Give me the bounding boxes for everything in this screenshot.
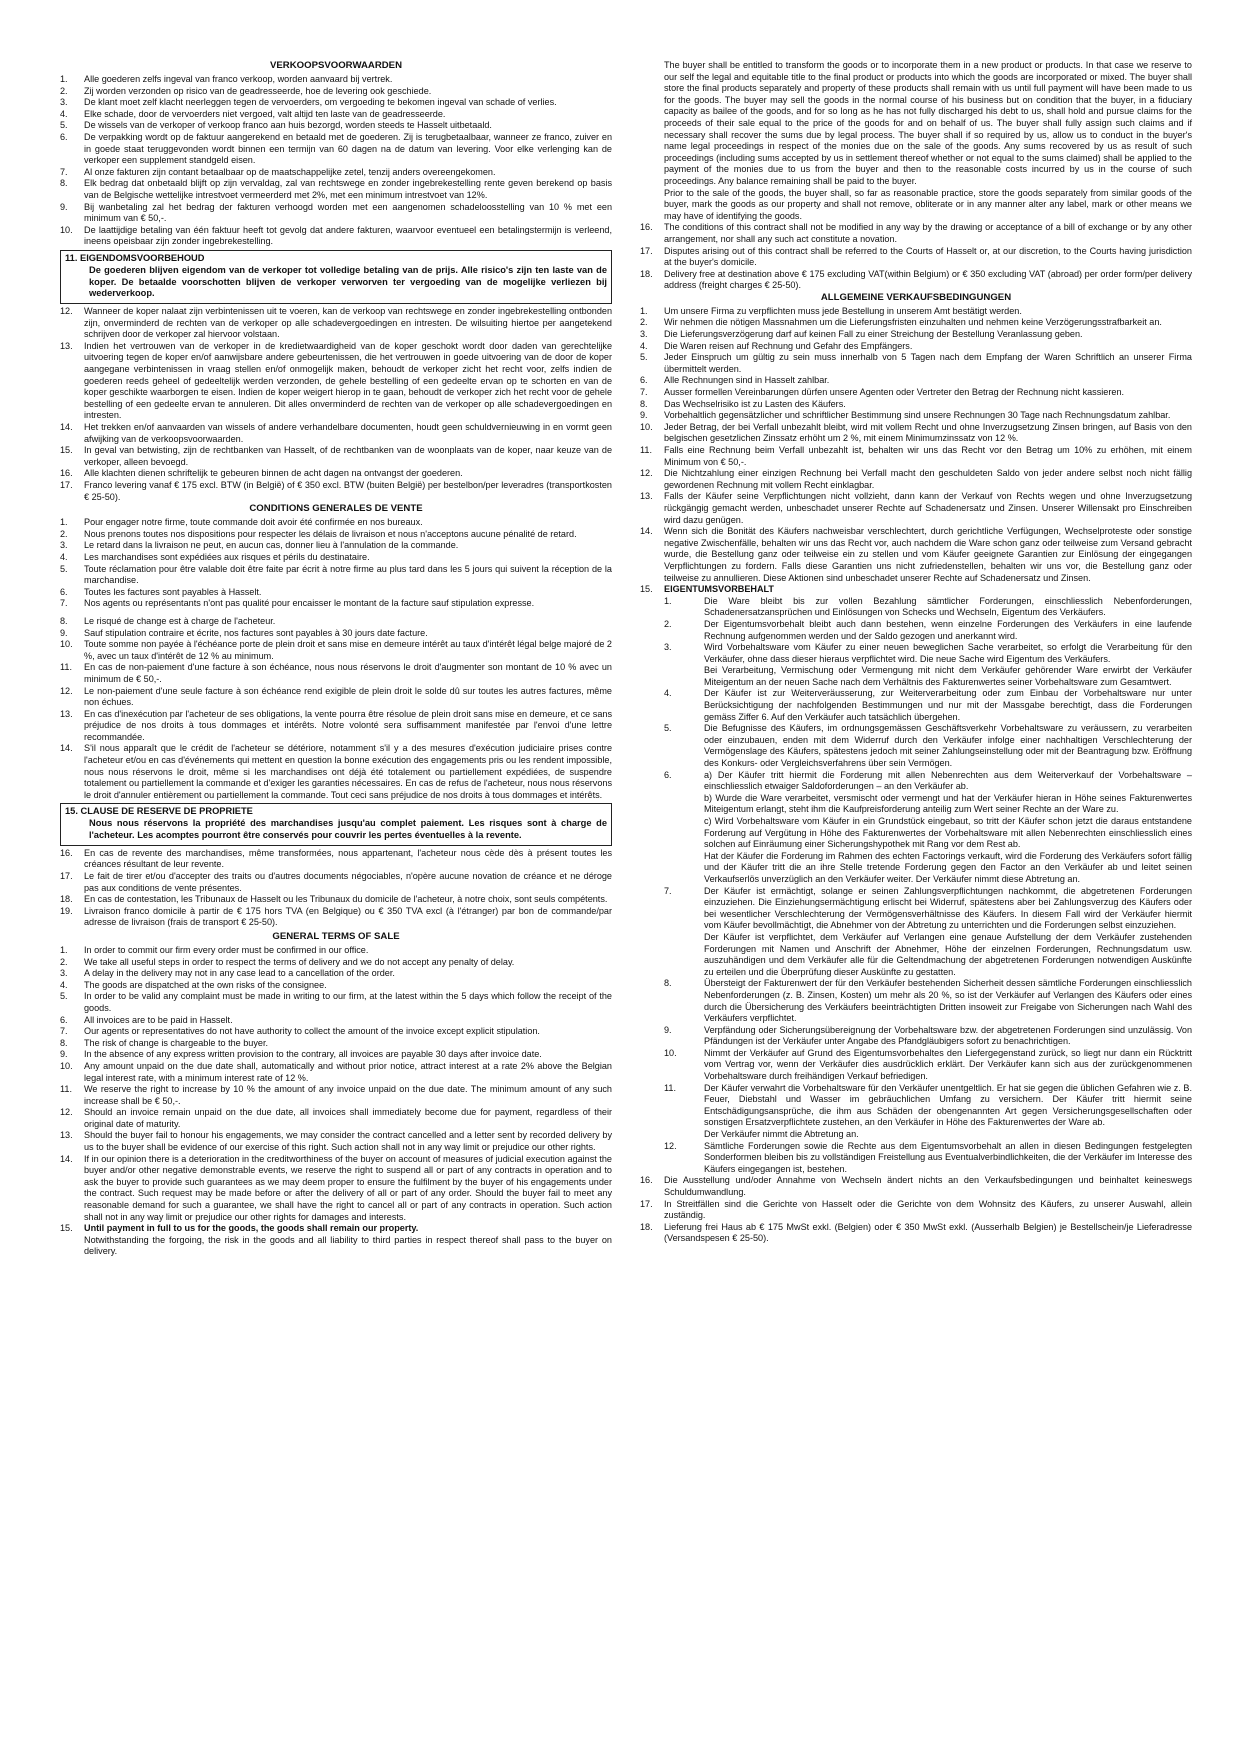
clause-number: 4. [60,551,68,562]
clause-number: 5. [640,352,648,363]
clause-text: A delay in the delivery may not in any case lead to a cancellation of the order. [84,968,395,979]
clause-item [60,945,612,957]
de-item-15-number: 15. [640,584,653,595]
clause-text: a) Der Käufer tritt hiermit die Forderung mit allen Nebenrechten aus dem Weiterverkauf der Vorbehaltsware – einschliesslich etwaiger Saldoforderungen – an den Verkäufer ab. [704,769,1192,792]
de-sub-a [640,596,1192,666]
clause-text: The goods are dispatched at the own risks of the consignee. [84,979,327,990]
clause-item [60,202,612,225]
clause-number: 16. [60,847,73,858]
clause-number: 1. [60,74,68,84]
clause-item [640,526,1192,584]
clause-text: Any amount unpaid on the due date shall, automatically and without prior notice, attract interest at a rate 2% above the Belgian legal interest rate, with a minimum interest rate of 12 %. [84,1060,612,1083]
clause-text: In Streitfällen sind die Gerichte von Hasselt oder die Gerichte von dem Wohnsitz des Käufers, zu unserer Auswahl, allein zuständig. [664,1198,1192,1221]
clause-text: In geval van betwisting, zijn de rechtbanken van Hasselt, of de rechtbanken van de woonplaats van de koper, naar keuze van de verkoper, alleen bevoegd. [84,445,612,467]
sub-clause [664,619,1192,642]
clause-item [60,468,612,480]
clause-item [640,491,1192,526]
en-item-15-para-3: Prior to the sale of the goods, the buyer shall, so far as reasonable practice, store the goods separately from similar goods of the buyer, mark the goods as our property and shall not remove, obliterate or in any manner alter any label, mark or other means we may have of identifying the goods. [664,187,1192,221]
clause-number: 16. [640,1175,653,1186]
de-sub-12 [664,1141,1192,1176]
fr-items-c [60,848,612,929]
clause-text: Alle klachten dienen schriftelijk te gebeuren binnen de acht dagen na ontvangst der goederen. [84,468,463,479]
clause-number: 9. [60,1049,68,1060]
clause-text: Lieferung frei Haus ab € 175 MwSt exkl. (Belgien) oder € 350 MwSt exkl. (Ausserhalb Belgien) je Bestellschein/je Lieferadresse (Versandspesen € 25-50). [664,1221,1192,1244]
de-sub-6b: b) Wurde die Ware verarbeitet, versmischt oder vermengt und hat der Verkäufer hieran in Höhe seines Fakturenwertes Miteigentum erlangt, steht ihm die Kaufpreisforderung anteilig zum Wert seiner Rechte an der Ware zu. [704,792,1192,815]
clause-number: 3. [60,97,68,108]
clause-number: 1. [60,944,68,955]
clause-text: Die Lieferungsverzögerung darf auf keinen Fall zu einer Streichung der Bestellung Veranlassung geben. [664,329,1083,340]
clause-text: De wissels van de verkoper of verkoop franco aan huis bezorgd, worden steeds te Hasselt uitbetaald. [84,120,492,131]
clause-text: Livraison franco domicile à partir de € 175 hors TVA (en Belgique) ou € 350 TVA excl (à l'étranger) par bon de commande/par adresse de livraison (frais de transport € 25-50). [84,905,612,928]
clause-text: Der Käufer verwahrt die Vorbehaltsware für den Verkäufer unentgeltlich. Er hat sie gegen die üblichen Gefahren wie z. B. Feuer, Diebstahl und Wasser im gebräuchlichen Umfang zu versichern. Der Käufer tritt hiermit seine Entschädigungsansprüche, die ihm aus Schäden der obengenannten Art gegen Versicherungsgesellschaften oder sonstigen Ersatzverpflichtete zustehen, an den Verkäufer in Höhe des Fakturenwertes der Ware ab. [704,1082,1192,1128]
sub-clause [664,642,1192,665]
clause-text: Zij worden verzonden op risico van de geadresseerde, hoe de levering ook geschiede. [84,85,432,96]
de-sub-7-text: Der Käufer ist ermächtigt, solange er seinen Zahlungsverpflichtungen nachkommt, die abgetretenen Forderungen einzuziehen. Die Einziehungsermächtigung erlischt bei Widerruf, spätestens aber bei Zahlungsverzug des Käufers oder bei wesentlicher Verschlechterung der Vermögensverhältnisse des Käufers. In diesem Fall wird der Verkäufer hiermit vom Käufer bevollmächtigt, die Abnehmer von der Abtretung zu unterrichten und die Forderungen selbst einzuziehen. [704,885,1192,931]
clause-number: 14. [640,526,653,537]
en-item-15-number: 15. [60,1223,73,1234]
clause-text: Die Ausstellung und/oder Annahme von Wechseln ändert nichts an den Verkaufsbedingungen und beinhaltet keineswegs Schuldumwandlung. [664,1175,1192,1197]
clause-item [60,1154,612,1224]
clause-text: Le fait de tirer et/ou d'accepter des traits ou d'autres documents négociables, n'opère aucune novation de créance et ne déroge pas aux conditions de vente présentes. [84,871,612,893]
clause-number: 8. [60,615,68,626]
de-sub-c [640,978,1192,1129]
clause-text: Um unsere Firma zu verpflichten muss jede Bestellung in unserem Amt bestätigt werden. [664,305,1022,316]
clause-item [640,1222,1192,1245]
sub-clause [664,1083,1192,1129]
clause-number: 4. [664,688,672,699]
clause-item [60,1049,612,1061]
clause-number: 9. [60,627,68,638]
clause-item [640,352,1192,375]
en-item-15 [60,1223,612,1235]
clause-text: Delivery free at destination above € 175 excluding VAT(within Belgium) or € 350 excluding VAT (abroad) per order form/per delivery address (freight charges € 25-50). [664,268,1192,291]
fr-items-a [60,517,612,610]
clause-text: Wanneer de koper nalaat zijn verbintenissen uit te voeren, kan de verkoop van rechtswege en zonder ingebrekestelling ontbonden zijn, onverminderd de rechten van de verkoper op alle schadevergoedingen en intresten. De wilsuiting hiertoe per aangetekend schrijven door de verkoper zal hiervoor volstaan. [84,306,612,340]
left-column [60,60,612,1258]
de-sub-3-para: Bei Verarbeitung, Vermischung oder Vermengung mit nicht dem Verkäufer gehörender Ware erwirbt der Verkäufer Miteigentum an der neuen Sache nach dem Verhältnis des Fakturenwertes seiner Vorbehaltsware zum Gesamtwert. [704,665,1192,687]
clause-number: 18. [640,268,653,279]
clause-item [60,445,612,468]
clause-item [60,552,612,564]
clause-text: In the absence of any express written provision to the contrary, all invoices are payable 30 days after invoice date. [84,1049,542,1060]
clause-item [60,871,612,894]
clause-text: Falls eine Rechnung beim Verfall unbezahlt ist, behalten wir uns das Recht vor den Betrag um 10% zu erhöhen, mit einem Minimum von € 50,-. [664,445,1192,467]
sub-clause [664,770,1192,793]
clause-number: 4. [60,979,68,990]
clause-text: Jeder Einspruch um gültig zu sein muss innerhalb von 5 Tagen nach dem Empfang der Waren Schriftlich an unserer Firma übermittelt werden. [664,352,1192,374]
clause-text: Indien het vertrouwen van de verkoper in de kredietwaardigheid van de koper geschokt wordt door daden van gerechtelijke uitvoering tegen de koper en/of aanwijsbare andere gebeurtenissen, die het vertrouwen in goede uitvoering van de door de koper aangegane verbintenissen in vraag stellen en/of onmogelijk maken, behoudt de verkoper zicht het recht voor, zelfs indien de goederen reeds geheel of gedeeltelijk werden verzonden, de gehele bestelling of een gedeelte ervan op te schorten en van de koper geschikte waarborgen te eisen. Indien de koper weigert hierop in te gaan, behoudt de verkoper zich het recht voor de gehele bestelling of een gedeelte ervan te annuleren. Dit alles onverminderd de rechten van de verkoper op alle schadevergoedingen en intresten. [84,340,612,421]
clause-number: 18. [640,1221,653,1232]
clause-text: We reserve the right to increase by 10 % the amount of any invoice unpaid on the due date. The minimum amount of any such increase shall be € 50,-. [84,1084,612,1106]
clause-text: Wir nehmen die nötigen Massnahmen um die Lieferungsfristen einzuhalten und nehmen keine Verzögerungsstrafbarkeit an. [664,317,1162,328]
fr-reserve-box [60,803,612,845]
clause-item [60,1038,612,1050]
clause-text: Übersteigt der Fakturenwert der für den Verkäufer bestehenden Sicherheit dessen sämtliche Forderungen einschliesslich Nebenforderungen (z. B. Zinsen, Kosten) um mehr als 20 %, so ist der Verkäufer auf Verlangen des Käufers oder eines durch die Übersicherung des Verkäufers beeinträchtigten Dritten insoweit zur Freigabe von Sicherungen nach Wahl des Verkäufers verpflichtet. [704,978,1192,1024]
clause-item [640,468,1192,491]
clause-item [60,980,612,992]
clause-number: 16. [60,468,73,479]
clause-number: 17. [60,480,73,490]
clause-number: 17. [60,871,73,882]
clause-item [60,109,612,121]
clause-number: 5. [60,991,68,1002]
clause-text: Verpfändung oder Sicherungsübereignung der Vorbehaltsware bzw. der abgetretenen Forderungen sind unzulässig. Von Pfändungen ist der Verkäufer unter Angabe des Pfandgläubigers sofort zu benachrichtigen. [704,1024,1192,1047]
clause-text: Nimmt der Verkäufer auf Grund des Eigentumsvorbehaltes den Liefergegenstand zurück, so liegt nur dann ein Rücktritt vom Vertrag vor, wenn der Verkäufer dies ausdrücklich erklärt. Der Verkäufer kann sich aus der zurückgenommenen Vorbehaltsware durch freihändigen Verkauf befriedigen. [704,1047,1192,1082]
clause-text: The risk of change is chargeable to the buyer. [84,1037,269,1048]
en-items [60,945,612,1223]
clause-number: 2. [664,618,672,629]
clause-number: 11. [664,1082,676,1093]
de-sub-7 [664,886,1192,932]
de-sub-6c: c) Wird Vorbehaltsware vom Käufer in ein Grundstück eingebaut, so tritt der Käufer schon jetzt die daraus entstandene Forderung auf Vergütung in Höhe des Fakturenwertes der Vorbehaltsware mit allen Nebenrechten einschliesslich eines solchen auf Einräumung einer Sicherungshypothek mit Rang vor dem Rest ab. [704,816,1192,850]
clause-number: 7. [60,166,68,177]
clause-number: 13. [60,708,73,719]
clause-text: En cas d'inexécution par l'acheteur de ses obligations, la vente pourra être résolue de plein droit sans mise en demeure, et ce sans préjudice de nos droits à tous dommages et intérêts. Notre volonté sera suffisamment manifestée par l'envoi d'une lettre recommandée. [84,708,612,742]
clause-item [60,616,612,628]
clause-number: 8. [640,398,648,409]
en-title: GENERAL TERMS OF SALE [272,930,400,942]
clause-item [60,540,612,552]
clause-number: 4. [640,340,648,351]
nl-box-text: De goederen blijven eigendom van de verkoper tot volledige betaling van de prijs. Alle risico's zijn ten laste van de koper. De betaalde voorschotten blijven de verkoper verworven ter vergoeding van de mogelijke verliezen bij wederverkoop. [89,264,607,299]
clause-number: 2. [640,317,648,328]
clause-number: 1. [60,517,68,528]
clause-number: 6. [640,375,648,386]
clause-text: Les marchandises sont expédiées aux risques et périls du destinataire. [84,551,370,562]
sub-clause [664,723,1192,769]
clause-number: 12. [60,1107,73,1118]
clause-item [640,222,1192,245]
clause-item [640,422,1192,445]
clause-text: Pour engager notre firme, toute commande doit avoir été confirmée en nos bureaux. [84,517,423,528]
clause-text: All invoices are to be paid in Hasselt. [84,1014,233,1025]
clause-item [60,178,612,201]
clause-number: 14. [60,422,73,433]
clause-text: In order to commit our firm every order must be confirmed in our office. [84,944,369,955]
de-sub-7-number: 7. [664,885,672,896]
clause-item [60,709,612,744]
clause-number: 3. [60,540,68,551]
fr-items-b [60,616,612,802]
nl-items-a [60,74,612,248]
clause-text: Toute somme non payée à l'échéance porte de plein droit et sans mise en demeure intérêt au taux d'intérêt légal belge majoré de 2 %, avec un taux d'intérêt de 12 % au minimum. [84,639,612,661]
clause-item [60,686,612,709]
clause-number: 12. [640,468,653,479]
clause-item [60,225,612,248]
clause-text: We take all useful steps in order to respect the terms of delivery and we do not accept any penalty of delay. [84,956,515,967]
de-items [640,306,1192,584]
clause-item [640,329,1192,341]
clause-text: Das Wechselrisiko ist zu Lasten des Käufers. [664,398,846,409]
clause-number: 13. [60,1130,73,1141]
clause-text: En cas de contestation, les Tribunaux de Hasselt ou les Tribunaux du domicile de l'acheteur, à notre choix, sont seuls compétents. [84,894,608,905]
clause-number: 18. [60,894,73,905]
clause-text: If in our opinion there is a deterioration in the creditworthiness of the buyer on account of measures of judicial execution against the buyer and/or other negative demonstrable events, we reserve the right to suspend all or part of any contracts in operation and to ask the buyer to provide such guarantees as we may deem proper to ensure the fulfilment by the buyer of his engagements under the contract. Such request may be made before or after the delivery of all or part of any order. Should the buyer fail to meet any reasonable demand for such a guarantee, we shall have the right to cancel all or part of any contracts in operation. Such action shall not in any way limit or prejudice our other rights for damages and interests. [84,1153,612,1222]
clause-text: Our agents or representatives do not have authority to collect the amount of the invoice except explicit stipulation. [84,1026,540,1037]
clause-text: Jeder Betrag, der bei Verfall unbezahlt bleibt, wird mit vollem Recht und ohne Inverzugsetzung Zinsen bringen, auf Basis von den belgischen gesetzlichen Zinssatz erhöht um 2 %, mit einem Minimumzinssatz von 12 %. [664,421,1192,444]
clause-number: 13. [640,491,653,502]
clause-number: 19. [60,905,73,916]
clause-number: 16. [640,222,653,233]
clause-number: 1. [664,595,672,606]
clause-text: En cas de revente des marchandises, même transformées, nous appartenant, l'acheteur nous cède dès à présent toutes les créances résultant de leur revente. [84,847,612,870]
sub-clause [664,1025,1192,1048]
clause-text: In order to be valid any complaint must be made in writing to our firm, at the latest within the 5 days which follow the receipt of the goods. [84,991,612,1013]
en-item-15-para-2: The buyer shall be entitled to transform the goods or to incorporate them in a new product or products. In that case we reserve to our self the legal and equitable title to the final product or products into which the goods are incorporated or mixed. The buyer shall store the final products separately and property of these products shall remain with us until full payment will have been made to us for the goods. The buyer may sell the goods in the normal course of his business but on condition that the buyer, in a fiduciary capacity as bailee of the goods, and for so long as he has not fully discharged his debt to us, shall hold and pursue claims for the proceeds of their sale equal to the price of the goods for and on behalf of us. The buyer shall fully assign such claims and if necessary shall recover the sums due by legal process. The buyer shall if so required by us, allow us to conduct in the buyer's name legal proceedings in respect of the monies due on the sale of the goods. Any sums recovered by us as result of such proceedings (including sums accepted by us in settlement thereof whether or not equal to the sums claimed) shall be applied to the payment of the monies due to us from the buyer and then to the reasonable costs incurred by us in the course of such proceedings. Any balance remaining shall be paid to the buyer. [664,60,1192,186]
clause-text: Nous prenons toutes nos dispositions pour respecter les délais de livraison et nous n'acceptons aucune pénalité de retard. [84,528,577,539]
clause-number: 10. [640,421,653,432]
clause-number: 11. [60,662,72,673]
clause-number: 9. [664,1024,672,1035]
de-item-15-title: EIGENTUMSVORBEHALT [664,584,774,595]
clause-number: 3. [664,642,672,653]
clause-number: 6. [60,131,68,142]
clause-text: Falls der Käufer seine Verpflichtungen nicht vollzieht, dann kann der Verkauf von Rechts wegen und ohne Inverzugsetzung rückgängig gemacht werden, unbeschadet unserer Rechte auf Schadenersatz und Zinsen. Unserer Willensakt pro Einschreiben wird dazu genügen. [664,491,1192,525]
clause-item [60,1015,612,1027]
clause-item [640,375,1192,387]
clause-item [60,662,612,685]
clause-item [60,564,612,587]
clause-text: S'il nous apparaît que le crédit de l'acheteur se détériore, notamment s'il y a des mesures d'exécution judiciaire prises contre l'acheteur et/ou en cas d'événements qui mettent en question la bonne exécution des engagements pris ou les rendent impossible, nous nous réservons le droit, même si les marchandises ont déjà été totalement ou partiellement expédiées, de suspendre totalement ou partiellement la commande et d'exiger les garanties nécessaires. En cas de refus de l'acheteur, nous nous réservons le droit d'annuler entièrement ou partiellement la commande. Tout ceci sans préjudice de nos droits à tous dommages et intérêts. [84,743,612,800]
sub-clause [664,978,1192,1024]
clause-text: De laattijdige betaling van één faktuur heeft tot gevolg dat andere fakturen, waarvoor eventueel een betalingstermijn is verleend, ineens opeisbaar zijn zonder ingebrekestelling. [84,224,612,247]
right-column [640,60,1192,1245]
clause-number: 5. [60,563,68,574]
clause-number: 4. [60,108,68,119]
clause-item [640,410,1192,422]
clause-item [60,991,612,1014]
clause-number: 12. [60,306,73,317]
clause-item [60,968,612,980]
clause-item [60,906,612,929]
clause-item [60,120,612,132]
de-sub-12-number: 12. [664,1140,677,1151]
clause-text: Franco levering vanaf € 175 excl. BTW (in België) of € 350 excl. BTW (buiten België) per bestelbon/per leveradres (transportkosten € 25-50). [84,480,612,502]
clause-text: Disputes arising out of this contract shall be referred to the Courts of Hasselt or, at our discretion, to the Courts having jurisdiction at the buyer's domicile. [664,245,1192,268]
clause-number: 6. [60,586,68,597]
clause-text: Die Ware bleibt bis zur vollen Bezahlung sämtlicher Forderungen, einschliesslich Nebenforderungen, Schadenersatzansprüchen und Einlösungen von Schecks und Wechseln, Eigentum des Verkäufers. [704,595,1192,618]
clause-item [640,269,1192,292]
sub-clause [664,596,1192,619]
clause-number: 11. [60,1084,72,1095]
clause-text: Le risqué de change est à charge de l'acheteur. [84,615,276,626]
clause-number: 10. [60,224,73,235]
clause-text: Wenn sich die Bonität des Käufers nachweisbar verschlechtert, durch gerichtliche Verfügungen, Wechselproteste oder sonstige negative Zwischenfälle, behalten wir uns das Recht vor, auch nachdem die Ware schon ganz oder teilweise zum Versand gebracht wurde, die Bestellung ganz oder teilweise ein zu stellen und vom Käufer geeignete Garantien zur Einlösung der eingegangen Verpflichtungen zu fordern. Falls diese Garantien uns nicht zufriedenstellen, behalten wir uns vor, die Bestellung ganz oder teilweise zu annullieren. Diese Aktionen sind unbeschadet unserer Rechte auf Schadenersatz und Zinsen. [664,526,1192,583]
clause-text: Elk bedrag dat onbetaald blijft op zijn vervaldag, zal van rechtswege en zonder ingebrekestelling rente geven berekend op basis van de Belgische wettelijke intrestvoet vermeerderd met 2%, met een minimum intrestvoet van 12%. [84,178,612,200]
clause-item [640,1199,1192,1222]
de-sub-12-text: Sämtliche Forderungen sowie die Rechte aus dem Eigentumsvorbehalt an allen in diesen Bedingungen festgelegten Sonderformen bleiben bis zu vollständigen Freistellung aus Eventualverbindlichkeiten, die der Verkäufer im Interesse des Käufers eingegangen ist, bestehen. [704,1140,1192,1174]
clause-item [60,306,612,341]
clause-number: 2. [60,956,68,967]
nl-title: VERKOOPSVOORWAARDEN [269,60,403,71]
clause-item [60,1084,612,1107]
clause-text: Het trekken en/of aanvaarden van wissels of andere verhandelbare documenten, houdt geen schuldvernieuwing in en vormt geen afwijking van de verkoopsvoorwaarden. [84,422,612,444]
de-title: ALLGEMEINE VERKAUFSBEDINGUNGEN [820,291,1012,303]
clause-item [60,1026,612,1038]
clause-text: Nos agents ou représentants n'ont pas qualité pour encaisser le montant de la facture sauf stipulation expresse. [84,598,535,609]
clause-number: 17. [640,245,653,256]
de-items-end [640,1175,1192,1245]
clause-item [60,894,612,906]
clause-number: 8. [664,978,672,989]
clause-text: Le retard dans la livraison ne peut, en aucun cas, donner lieu à l'annulation de la commande. [84,540,459,551]
clause-text: Al onze fakturen zijn contant betaalbaar op de maatschappelijke zetel, tenzij anders overeengekomen. [84,166,496,177]
clause-text: Should an invoice remain unpaid on the due date, all invoices shall immediately become due for payment, regardless of their original date of maturity. [84,1107,612,1129]
clause-item [60,598,612,610]
clause-number: 6. [60,1014,68,1025]
en-items-end [640,222,1192,292]
de-sub-6d: Hat der Käufer die Forderung im Rahmen des echten Factorings verkauft, wird die Forderung des Verkäufers sofort fällig und der Käufer tritt die an ihre Stelle tretende Forderung gegen den Factor an den Verkäufer ab und leitet seinen Verkaufserlös unverzüglich an den Verkäufer weiter. Der Verkäufer nimmt diese Abtretung an. [704,850,1192,884]
clause-number: 2. [60,85,68,96]
clause-item [60,529,612,541]
clause-item [640,445,1192,468]
clause-number: 9. [640,410,648,421]
clause-number: 10. [664,1047,677,1058]
clause-item [60,341,612,422]
clause-item [60,743,612,801]
clause-text: Der Eigentumsvorbehalt bleibt auch dann bestehen, wenn einzelne Forderungen des Verkäufers in eine laufende Rechnung aufgenommen werden und der Saldo gezogen und anerkannt wird. [704,618,1192,641]
clause-item [60,480,612,503]
clause-item [60,97,612,109]
clause-item [60,422,612,445]
clause-number: 12. [60,685,73,696]
fr-box-text: Nous nous réservons la propriété des marchandises jusqu'au complet paiement. Les risques sont à charge de l'acheteur. Les acomptes pourront être conservés pour couvrir les pertes éventuelles à la revente. [89,818,607,841]
de-sub-11-para: Der Verkäufer nimmt die Abtretung an. [704,1129,859,1140]
clause-text: Toute réclamation pour être valable doit être faite par écrit à notre firme au plus tard dans les 5 jours qui suivent la réception de la marchandise. [84,563,612,586]
clause-number: 13. [60,340,73,351]
clause-text: Die Waren reisen auf Rechnung und Gefahr des Empfängers. [664,340,913,351]
clause-item [640,317,1192,329]
clause-item [60,639,612,662]
de-sub-7-para: Der Käufer ist verpflichtet, dem Verkäufer auf Verlangen eine genaue Aufstellung der dem Verkäufer zustehenden Forderungen mit Namen und Anschrift der Abnehmer, Höhe der einzelnen Forderungen, Rechnungsdatum usw. auszuhändigen und dem Verkäufer alle für die Geltendmachung der abgetretenen Forderungen notwendigen Auskünfte zu erteilen und die Überprüfung dieser Auskünfte zu gestatten. [704,931,1192,977]
de-item-15 [640,584,1192,596]
clause-item [640,246,1192,269]
clause-text: Die Befugnisse des Käufers, im ordnungsgemässen Geschäftsverkehr Vorbehaltsware zu veräussern, zu verarbeiten oder einzubauen, enden mit dem Widerruf durch den Verkäufer infolge einer nachhaltigen Verschlechterung der Vermögenslage des Käufers, spätestens jedoch mit seiner Zahlungseinstellung oder mit der Beantragung bzw. Eröffnung des Konkurs- oder Vergleichsverfahrens über sein Vermögen. [704,723,1192,769]
clause-text: De klant moet zelf klacht neerleggen tegen de vervoerders, om vergoeding te bekomen ingeval van schade of verlies. [84,97,557,108]
clause-text: Sauf stipulation contraire et écrite, nos factures sont payables à 30 jours date facture. [84,627,428,638]
clause-text: Die Nichtzahlung einer einzigen Rechnung bei Verfall macht den geschuldeten Saldo von jeder andere selbst noch nicht fällig gewordenen Rechnung mit vollem Recht einklagbar. [664,468,1192,490]
de-sub-b [640,688,1192,792]
clause-item [60,1130,612,1153]
clause-number: 7. [640,387,648,398]
clause-item [60,517,612,529]
clause-number: 8. [60,178,68,189]
clause-text: Ausser formellen Vereinbarungen dürfen unsere Agenten oder Vertreter den Betrag der Rechnung nicht kassieren. [664,387,1125,398]
clause-item [60,132,612,167]
clause-number: 6. [664,769,672,780]
sub-clause [664,1048,1192,1083]
clause-item [60,957,612,969]
clause-number: 14. [60,743,73,754]
clause-number: 5. [60,120,68,131]
clause-item [60,167,612,179]
fr-box-title: 15. CLAUSE DE RESERVE DE PROPRIETE [65,806,253,817]
clause-number: 3. [60,968,68,979]
clause-item [60,86,612,98]
clause-item [640,399,1192,411]
clause-number: 10. [60,1060,73,1071]
sub-clause [664,688,1192,723]
clause-number: 3. [640,329,648,340]
clause-text: The conditions of this contract shall not be modified in any way by the drawing or acceptance of a bill of exchange or by any other arrangement, nor shall any such act constitute a novation. [664,222,1192,244]
en-item-15-text: Until payment in full to us for the goods, the goods shall remain our property. [84,1223,419,1234]
clause-item [640,387,1192,399]
clause-number: 7. [60,1026,68,1037]
clause-number: 10. [60,639,73,650]
clause-item [640,341,1192,353]
en-item-15-para-1: Notwithstanding the forgoing, the risk in the goods and all liability to third parties in respect thereof shall pass to the buyer on delivery. [84,1234,612,1257]
clause-text: Elke schade, door de vervoerders niet vergoed, valt altijd ten laste van de geadresseerde. [84,108,446,119]
clause-item [60,1107,612,1130]
clause-number: 1. [640,305,648,316]
clause-item [60,74,612,86]
clause-text: Alle goederen zelfs ingeval van franco verkoop, worden aanvaard bij vertrek. [84,74,393,84]
nl-ownership-box [60,250,612,304]
clause-number: 9. [60,201,68,212]
clause-text: Wird Vorbehaltsware vom Käufer zu einer neuen beweglichen Sache verarbeitet, so erfolgt die Verarbeitung für den Verkäufer, ohne dass dieser hieraus verpflichtet wird. Die neue Sache wird Eigentum des Verkäufers. [704,642,1192,664]
clause-text: De verpakking wordt op de faktuur aangerekend en betaald met de goederen. Zij is terugbetaalbaar, wanneer ze franco, zuiver en in goede staat teruggevonden wordt binnen een termijn van 60 dagen na de datum van levering. Voor elke verlenging kan de verkoper een supplement standgeld eisen. [84,131,612,166]
clause-number: 14. [60,1153,73,1164]
clause-text: Bij wanbetaling zal het bedrag der fakturen verhoogd worden met een aangenomen schadeloosstelling van 10 % met een minimum van € 50,-. [84,201,612,224]
clause-number: 11. [640,445,652,455]
clause-text: En cas de non-paiement d'une facture à son échéance, nous nous réservons le droit d'augmenter son montant de 10 % avec un minimum de € 50,-. [84,662,612,684]
clause-text: Alle Rechnungen sind in Hasselt zahlbar. [664,375,830,386]
clause-item [60,628,612,640]
clause-number: 15. [60,445,73,456]
clause-number: 17. [640,1198,653,1209]
clause-number: 5. [664,723,672,734]
clause-text: Der Käufer ist zur Weiterveräusserung, zur Weiterverarbeitung oder zum Einbau der Vorbehaltsware nur unter Berücksichtigung der nachfolgenden Bestimmungen und nur mit der Massgabe berechtigt, dass die Forderungen gemäss Ziffer 6. Auf den Verkäufer auch tatsächlich übergehen. [704,688,1192,722]
clause-item [60,848,612,871]
clause-item [60,1061,612,1084]
clause-number: 8. [60,1037,68,1048]
nl-items-b [60,306,612,503]
clause-text: Vorbehaltlich gegensätzlicher und schriftlicher Bestimmung sind unsere Rechnungen 30 Tage nach Rechnungsdatum zahlbar. [664,410,1171,421]
clause-text: Le non-paiement d'une seule facture à son échéance rend exigible de plein droit le solde dû sur toutes les autres factures, même non échues. [84,685,612,708]
nl-box-title: 11. EIGENDOMSVOORBEHOUD [65,252,205,263]
clause-text: Should the buyer fail to honour his engagements, we may consider the contract cancelled and a letter sent by recorded delivery by us to the buyer shall be evidence of our exercise of this right. Such action shall not in any way limit or prejudice our other rights. [84,1130,612,1153]
clause-item [60,587,612,599]
fr-title: CONDITIONS GENERALES DE VENTE [249,503,423,515]
clause-text: Toutes les factures sont payables à Hasselt. [84,586,262,597]
clause-item [640,306,1192,318]
clause-number: 7. [60,598,68,609]
clause-number: 2. [60,528,68,539]
clause-item [640,1175,1192,1198]
